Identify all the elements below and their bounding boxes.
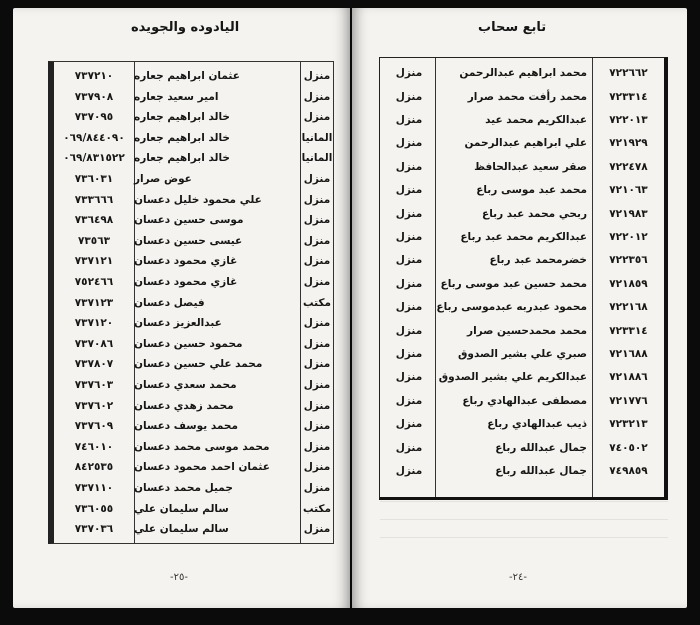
location-type-cell: منزل	[303, 358, 331, 371]
phone-number-cell: ٧٤٠٥٠٢	[609, 441, 648, 454]
location-type-cell: منزل	[303, 70, 331, 82]
location-type-cell: منزل	[303, 111, 331, 124]
phone-number-cell: ٧٣٧٨٠٧	[74, 358, 114, 371]
phone-number-cell: ٧٣٧١١٠	[74, 482, 114, 494]
phone-number-cell: ٧٣٧١٢٠	[74, 317, 114, 330]
subscriber-name-cell: سالم سليمان علي	[134, 523, 229, 536]
table-row	[54, 457, 333, 477]
subscriber-name-cell: محمد علي حسين دعسان	[134, 358, 263, 371]
table-row	[380, 390, 664, 413]
location-type-cell: منزل	[303, 482, 331, 494]
phone-number-cell: ٧٣٧٢١٠	[74, 70, 114, 82]
table-row	[54, 251, 333, 271]
phone-number-cell: ٧٢٣٣١٤	[609, 324, 648, 337]
subscriber-name-cell: عوض صرار	[134, 173, 192, 185]
table-row	[380, 202, 664, 225]
subscriber-name-cell: عبدالعزيز دعسان	[134, 317, 222, 330]
subscriber-name-cell: علي محمود خليل دعسان	[134, 193, 262, 206]
phone-number-cell: ٧٢١٧٧٦	[609, 394, 648, 407]
subscriber-name-cell: ذيب عبدالهادي رباع	[487, 418, 587, 431]
location-type-cell: منزل	[395, 254, 423, 267]
subscriber-name-cell: محمد رأفت محمد صرار	[467, 90, 587, 103]
subscriber-name-cell: عبدالكريم محمد عبد رباع	[460, 231, 587, 244]
subscriber-name-cell: محمد موسى محمد دعسان	[134, 440, 270, 453]
location-type-cell: منزل	[303, 337, 331, 350]
location-type-cell: منزل	[395, 67, 423, 80]
subscriber-name-cell: جمال عبدالله رباع	[495, 441, 587, 454]
subscriber-name-cell: عثمان احمد محمود دعسان	[134, 461, 270, 474]
location-type-cell: منزل	[395, 301, 423, 314]
page-number: -٢٥-	[170, 572, 188, 583]
location-type-cell: منزل	[303, 399, 331, 412]
subscriber-name-cell: جمال عبدالله رباع	[495, 465, 587, 478]
table-row	[54, 107, 333, 127]
location-type-cell: منزل	[395, 207, 423, 220]
location-type-cell: منزل	[395, 231, 423, 244]
location-type-cell: منزل	[395, 348, 423, 361]
phone-number-cell: ٧٢٢٦٦٢	[609, 67, 648, 80]
phone-number-cell: ٧٢٣٣١٤	[609, 90, 648, 103]
subscriber-name-cell: محمد يوسف دعسان	[134, 420, 238, 433]
table-row	[54, 375, 333, 395]
phone-number-cell: ٧٢١٩٢٩	[609, 137, 648, 150]
phone-number-cell: ٧٣٧٠٩٥	[74, 111, 114, 124]
table-row	[54, 293, 333, 313]
location-type-cell: منزل	[395, 394, 423, 407]
table-row	[54, 169, 333, 189]
table-row	[380, 179, 664, 202]
location-type-cell: منزل	[303, 440, 331, 453]
phone-number-cell: ٧٢١٨٥٩	[609, 277, 648, 290]
table-row	[54, 128, 333, 148]
table-row	[380, 156, 664, 179]
phone-number-cell: ٧٢٢٤٧٨	[609, 160, 648, 173]
table-row	[54, 478, 333, 498]
subscriber-name-cell: مصطفى عبدالهادي رباع	[462, 394, 587, 407]
table-row	[54, 519, 333, 539]
table-row	[54, 334, 333, 354]
table-row	[380, 132, 664, 155]
location-type-cell: منزل	[303, 214, 331, 227]
location-type-cell: منزل	[303, 379, 331, 391]
phone-directory-table	[379, 57, 668, 500]
subscriber-name-cell: محمد عبد موسى رباع	[476, 184, 587, 197]
location-type-cell: منزل	[395, 418, 423, 431]
location-type-cell: منزل	[395, 324, 423, 337]
table-row	[380, 413, 664, 436]
subscriber-name-cell: محمود عبدربه عبدموسى رباع	[436, 301, 587, 314]
subscriber-name-cell: عبدالكريم علي بشير الصدوق	[438, 371, 587, 384]
phone-number-cell: ٠٦٩/٨٤٤٠٩٠	[63, 131, 125, 144]
phone-number-cell: ٧٣٧٦٠٢	[74, 399, 114, 412]
location-type-cell: منزل	[303, 317, 331, 330]
page-title: تابع سحاب	[478, 20, 547, 35]
phone-number-cell: ٧٣٦٠٣١	[74, 173, 114, 185]
table-row	[54, 313, 333, 333]
phone-number-cell: ٧٣٧١٢٣	[74, 296, 114, 309]
table-row	[380, 343, 664, 366]
subscriber-name-cell: سالم سليمان علي	[134, 502, 229, 515]
subscriber-name-cell: غازي محمود دعسان	[134, 276, 238, 288]
table-row	[380, 460, 664, 483]
location-type-cell: منزل	[303, 234, 331, 247]
location-type-cell: مكتب	[303, 296, 332, 309]
subscriber-name-cell: خالد ابراهيم جعاره	[134, 131, 230, 144]
subscriber-name-cell: صقر سعيد عبدالحافظ	[474, 160, 587, 173]
location-type-cell: منزل	[303, 90, 331, 103]
table-row	[54, 396, 333, 416]
table-row	[54, 354, 333, 374]
subscriber-name-cell: خضرمحمد عبد رباع	[489, 254, 587, 267]
location-type-cell: المانيا	[301, 131, 333, 144]
table-row	[54, 272, 333, 292]
subscriber-name-cell: محمد ابراهيم عبدالرحمن	[459, 67, 587, 80]
location-type-cell: منزل	[395, 160, 423, 173]
phone-number-cell: ٧٣٧٦٠٣	[74, 379, 114, 391]
phone-number-cell: ٧٢٢٠١٣	[609, 114, 648, 127]
table-row	[54, 499, 333, 519]
subscriber-name-cell: محمد محمدحسين صرار	[467, 324, 587, 337]
table-row	[380, 62, 664, 85]
subscriber-name-cell: جميل محمد دعسان	[134, 482, 233, 494]
phone-number-cell: ٨٤٢٥٣٥	[74, 461, 114, 474]
phone-number-cell: ٧٣٦٤٩٨	[74, 214, 114, 227]
right-page	[352, 8, 687, 608]
phone-number-cell: ٧٣٧٠٣٦	[74, 523, 114, 536]
phone-number-cell: ٧٣٧٠٨٦	[74, 337, 114, 350]
location-type-cell: منزل	[395, 137, 423, 150]
location-type-cell: منزل	[303, 276, 331, 288]
page-number: -٢٤-	[509, 572, 527, 583]
open-booklet	[8, 8, 692, 611]
subscriber-name-cell: فيصل دعسان	[134, 296, 205, 309]
table-row	[380, 366, 664, 389]
show-through-lines	[380, 501, 668, 539]
table-row	[54, 87, 333, 107]
subscriber-name-cell: خالد ابراهيم جعاره	[134, 111, 230, 124]
phone-number-cell: ٧٣٥٦٣	[77, 234, 111, 247]
table-row	[380, 249, 664, 272]
phone-number-cell: ٧٣٣٦٦٦	[74, 193, 114, 206]
phone-directory-table	[48, 61, 334, 544]
left-page	[13, 8, 350, 608]
location-type-cell: منزل	[303, 523, 331, 536]
subscriber-name-cell: صبري علي بشير الصدوق	[458, 348, 587, 361]
table-row	[54, 416, 333, 436]
location-type-cell: منزل	[395, 184, 423, 197]
location-type-cell: منزل	[395, 465, 423, 478]
subscriber-name-cell: امير سعيد جعاره	[134, 90, 219, 103]
table-row	[54, 231, 333, 251]
phone-number-cell: ٧٢٢٠١٢	[609, 231, 648, 244]
phone-number-cell: ٠٦٩/٨٣١٥٢٢	[63, 152, 125, 165]
subscriber-name-cell: محمود حسين دعسان	[134, 337, 243, 350]
subscriber-name-cell: عيسى حسين دعسان	[134, 234, 243, 247]
subscriber-name-cell: عثمان ابراهيم جعاره	[134, 70, 240, 82]
table-row	[380, 109, 664, 132]
location-type-cell: منزل	[395, 114, 423, 127]
location-type-cell: المانيا	[301, 152, 333, 165]
table-row	[54, 190, 333, 210]
phone-number-cell: ٧٣٧١٢١	[74, 255, 114, 268]
location-type-cell: منزل	[395, 90, 423, 103]
location-type-cell: مكتب	[303, 502, 332, 515]
table-row	[380, 273, 664, 296]
phone-number-cell: ٧٢١٩٨٣	[609, 207, 648, 220]
subscriber-name-cell: محمد سعدي دعسان	[134, 379, 237, 391]
location-type-cell: منزل	[395, 277, 423, 290]
table-row	[54, 437, 333, 457]
phone-number-cell: ٧٢٢٣٥٦	[609, 254, 648, 267]
phone-number-cell: ٧٢١٠٦٣	[609, 184, 648, 197]
phone-number-cell: ٧٣٧٦٠٩	[74, 420, 114, 433]
phone-number-cell: ٧٣٧٩٠٨	[74, 90, 114, 103]
table-row	[380, 319, 664, 342]
phone-number-cell: ٧٥٢٤٦٦	[74, 276, 114, 288]
subscriber-name-cell: خالد ابراهيم جعاره	[134, 152, 230, 165]
phone-number-cell: ٧٣٦٠٥٥	[74, 502, 114, 515]
subscriber-name-cell: محمد حسين عبد موسى رباع	[440, 277, 587, 290]
subscriber-name-cell: غازي محمود دعسان	[134, 255, 238, 268]
page-title: اليادوده والجويده	[131, 20, 240, 35]
subscriber-name-cell: عبدالكريم محمد عيد	[485, 114, 587, 127]
phone-number-cell: ٧٢٢١٦٨	[609, 301, 648, 314]
subscriber-name-cell: موسى حسين دعسان	[134, 214, 244, 227]
location-type-cell: منزل	[303, 461, 331, 474]
table-row	[54, 148, 333, 168]
table-row	[380, 226, 664, 249]
location-type-cell: منزل	[303, 173, 331, 185]
table-row	[380, 85, 664, 108]
subscriber-name-cell: علي ابراهيم عبدالرحمن	[464, 137, 587, 150]
location-type-cell: منزل	[303, 255, 331, 268]
location-type-cell: منزل	[303, 193, 331, 206]
location-type-cell: منزل	[303, 420, 331, 433]
phone-number-cell: ٧٤٦٠١٠	[74, 440, 114, 453]
location-type-cell: منزل	[395, 441, 423, 454]
phone-number-cell: ٧٢١٦٨٨	[609, 348, 648, 361]
phone-number-cell: ٧٢١٨٨٦	[609, 371, 648, 384]
table-row	[54, 210, 333, 230]
table-row	[380, 296, 664, 319]
location-type-cell: منزل	[395, 371, 423, 384]
table-row	[380, 436, 664, 459]
table-row	[54, 66, 333, 86]
subscriber-name-cell: محمد زهدي دعسان	[134, 399, 234, 412]
subscriber-name-cell: ربحي محمد عبد رباع	[482, 207, 587, 220]
phone-number-cell: ٧٢٣٢١٣	[609, 418, 648, 431]
phone-number-cell: ٧٤٩٨٥٩	[609, 465, 648, 478]
